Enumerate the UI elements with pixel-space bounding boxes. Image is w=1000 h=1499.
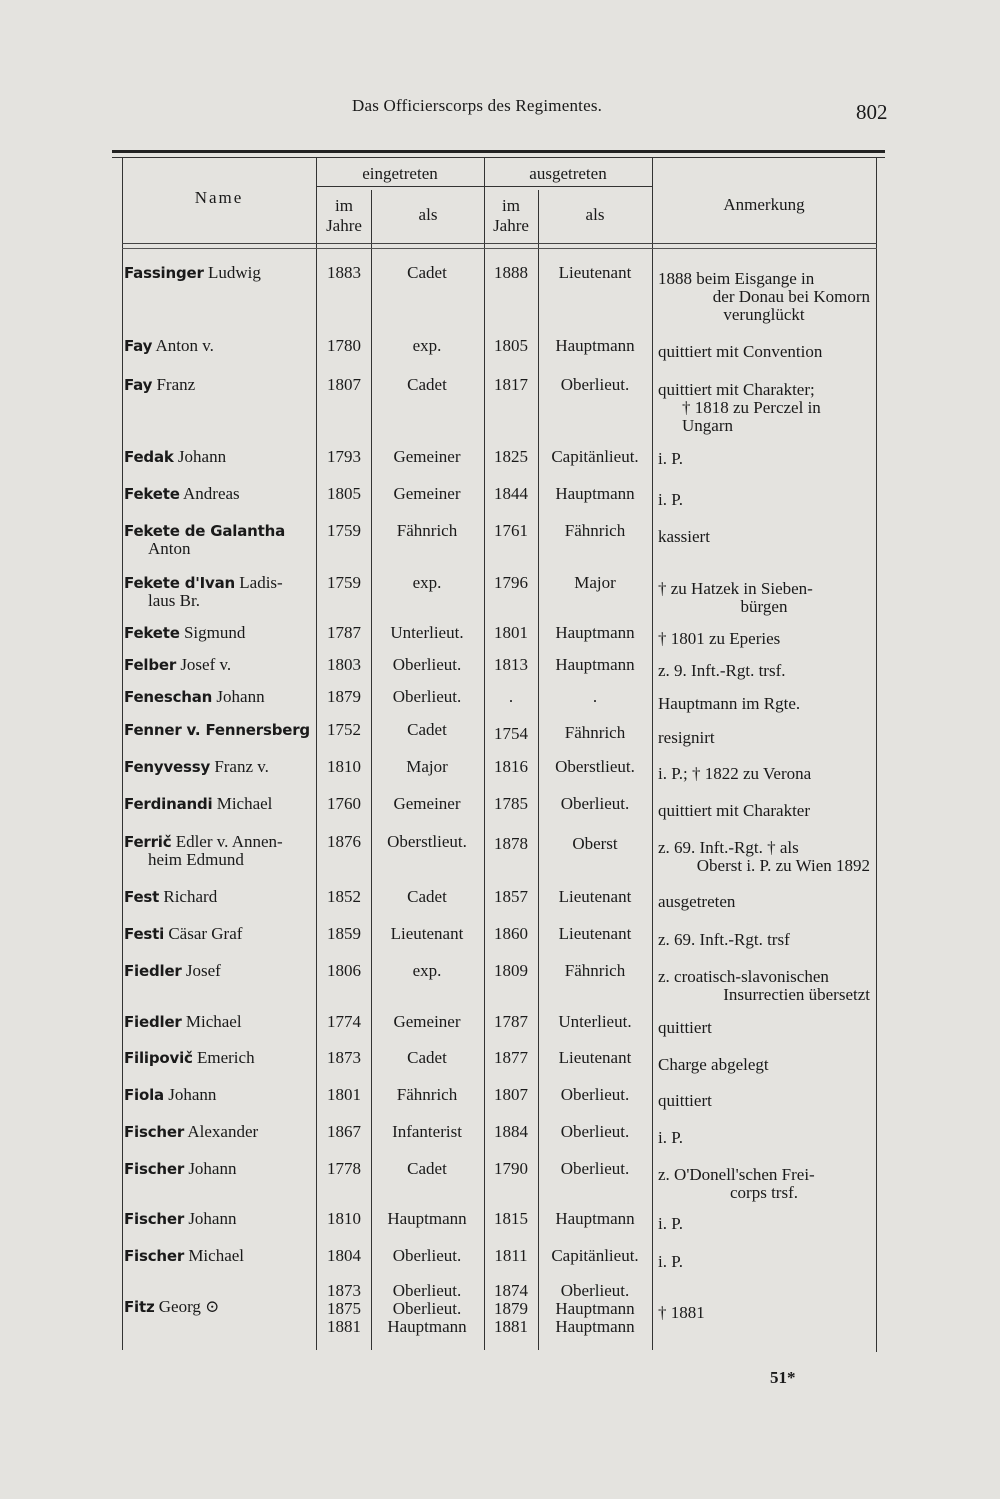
exit-year: 1807 <box>494 1085 528 1104</box>
officer-name: Fekete Andreas <box>124 484 240 503</box>
exit-year: 1761 <box>494 521 528 540</box>
entry-rank: Gemeiner <box>393 484 461 503</box>
officer-name: Fenner v. Fennersberg <box>124 721 310 739</box>
entry-rank: Fähnrich <box>396 521 458 540</box>
entry-year: 1793 <box>327 447 361 466</box>
header-name: Name <box>194 188 244 207</box>
entry-rank: Gemeiner <box>393 794 461 813</box>
exit-year: 1785 <box>494 794 528 813</box>
officer-name: Fischer Johann <box>124 1209 237 1228</box>
exit-year: 1805 <box>494 336 528 355</box>
officer-name: Fassinger Ludwig <box>124 263 261 282</box>
remark: i. P.; † 1822 zu Verona <box>658 764 812 783</box>
remark: quittiert mit Charakter <box>658 801 811 820</box>
entry-year: 1760 <box>327 794 361 813</box>
officer-name: Fekete d'Ivan Ladis- laus Br. <box>124 573 283 610</box>
remark: z. 69. Inft.-Rgt. † als Oberst i. P. zu Wien 1892 <box>658 838 870 875</box>
remark: i. P. <box>658 1128 684 1147</box>
officer-name: Fiedler Josef <box>124 961 221 980</box>
entry-rank: Unterlieut. <box>390 623 464 642</box>
entry-rank: Cadet <box>407 263 447 282</box>
officer-name: Filipovič Emerich <box>124 1048 255 1067</box>
remark: 1888 beim Eisgange in der Donau bei Komorn verunglückt <box>658 269 870 324</box>
entry-year: 1810 <box>327 757 361 776</box>
entry-years: 1873 1875 1881 <box>327 1281 361 1336</box>
entry-rank: Gemeiner <box>393 1012 461 1031</box>
officer-name: Fay Franz <box>124 375 196 394</box>
entry-year: 1852 <box>327 887 361 906</box>
officer-name: Feneschan Johann <box>124 687 265 706</box>
exit-year: . <box>508 687 514 706</box>
exit-rank: Capitänlieut. <box>551 1246 639 1265</box>
entry-year: 1810 <box>327 1209 361 1228</box>
entry-rank: Oberstlieut. <box>387 832 467 851</box>
top-rule <box>112 150 885 153</box>
exit-rank: Lieutenant <box>558 263 632 282</box>
exit-rank: Unterlieut. <box>558 1012 632 1031</box>
exit-year: 1796 <box>494 573 528 592</box>
officer-name: Fischer Michael <box>124 1246 245 1265</box>
entry-rank: Cadet <box>407 1159 447 1178</box>
entry-rank: exp. <box>412 961 442 980</box>
entry-year: 1859 <box>327 924 361 943</box>
group-underline <box>484 186 652 187</box>
exit-year: 1754 <box>494 724 528 743</box>
remark: z. croatisch-slavonischen Insurrectien übersetzt <box>658 967 870 1004</box>
officer-name: Festi Cäsar Graf <box>124 924 243 943</box>
entry-ranks: Oberlieut. Oberlieut. Hauptmann <box>387 1281 467 1336</box>
exit-rank: Fähnrich <box>564 723 626 742</box>
exit-rank: Major <box>574 573 616 592</box>
header-aus-im-jahre: im Jahre <box>493 196 529 235</box>
exit-year: 1857 <box>494 887 528 906</box>
exit-rank: Capitänlieut. <box>551 447 639 466</box>
entry-rank: Major <box>406 757 448 776</box>
officer-name: Fedak Johann <box>124 447 227 466</box>
entry-rank: Gemeiner <box>393 447 461 466</box>
header-eingetreten: eingetreten <box>362 164 438 183</box>
entry-rank: Cadet <box>407 1048 447 1067</box>
entry-rank: Oberlieut. <box>392 1246 462 1265</box>
header-bottom-rule-2 <box>122 248 877 249</box>
officer-name: Fekete Sigmund <box>124 623 246 642</box>
entry-year: 1752 <box>327 720 361 739</box>
entry-year: 1805 <box>327 484 361 503</box>
exit-year: 1860 <box>494 924 528 943</box>
remark: quittiert <box>658 1091 712 1110</box>
remark: quittiert mit Convention <box>658 342 823 361</box>
exit-rank: Oberlieut. <box>560 375 630 394</box>
exit-year: 1816 <box>494 757 528 776</box>
exit-rank: Lieutenant <box>558 1048 632 1067</box>
exit-rank: Lieutenant <box>558 887 632 906</box>
entry-rank: Hauptmann <box>387 1209 467 1228</box>
entry-year: 1873 <box>327 1048 361 1067</box>
exit-year: 1811 <box>494 1246 528 1265</box>
remark: z. 69. Inft.-Rgt. trsf <box>658 930 790 949</box>
officer-name: Ferrič Edler v. Annen- heim Edmund <box>124 832 283 869</box>
exit-rank: Hauptmann <box>555 1209 635 1228</box>
remark: i. P. <box>658 1214 684 1233</box>
table-right-border <box>876 158 877 1352</box>
entry-rank: Lieutenant <box>390 924 464 943</box>
remark: † 1881 <box>658 1303 705 1322</box>
entry-year: 1774 <box>327 1012 361 1031</box>
header-bottom-rule <box>122 243 877 244</box>
officer-name: Fenyvessy Franz v. <box>124 757 269 776</box>
exit-rank: Oberstlieut. <box>555 757 635 776</box>
header-ein-im-jahre: im Jahre <box>326 196 362 235</box>
remark: quittiert <box>658 1018 712 1037</box>
exit-rank: Fähnrich <box>564 961 626 980</box>
exit-rank: Hauptmann <box>555 655 635 674</box>
header-ein-als: als <box>418 205 438 224</box>
officer-name: Fest Richard <box>124 887 218 906</box>
entry-rank: Cadet <box>407 887 447 906</box>
group-underline <box>316 186 484 187</box>
exit-rank: Oberlieut. <box>560 794 630 813</box>
entry-rank: exp. <box>412 573 442 592</box>
exit-rank: Oberst <box>572 834 618 853</box>
top-rule-thin <box>112 157 885 158</box>
entry-year: 1801 <box>327 1085 361 1104</box>
exit-year: 1825 <box>494 447 528 466</box>
column-divider <box>652 158 653 1350</box>
entry-rank: Oberlieut. <box>392 655 462 674</box>
entry-rank: Infanterist <box>392 1122 462 1141</box>
exit-year: 1815 <box>494 1209 528 1228</box>
exit-rank: . <box>592 687 598 706</box>
remark: kassiert <box>658 527 710 546</box>
officer-name: Ferdinandi Michael <box>124 794 273 813</box>
exit-year: 1813 <box>494 655 528 674</box>
entry-year: 1759 <box>327 573 361 592</box>
entry-rank: Cadet <box>407 375 447 394</box>
exit-year: 1888 <box>494 263 528 282</box>
entry-year: 1806 <box>327 961 361 980</box>
table-left-border <box>122 158 123 1350</box>
entry-year: 1883 <box>327 263 361 282</box>
header-anmerkung: Anmerkung <box>723 195 805 214</box>
exit-year: 1801 <box>494 623 528 642</box>
entry-rank: Cadet <box>407 720 447 739</box>
remark: quittiert mit Charakter; † 1818 zu Perczel in Ungarn <box>658 380 821 435</box>
exit-year: 1790 <box>494 1159 528 1178</box>
exit-ranks: Oberlieut. Hauptmann Hauptmann <box>555 1281 635 1336</box>
remark: i. P. <box>658 1252 684 1271</box>
running-head: Das Officierscorps des Regimentes. <box>352 96 603 115</box>
header-aus-als: als <box>585 205 605 224</box>
exit-rank: Oberlieut. <box>560 1159 630 1178</box>
officer-name: Fiola Johann <box>124 1085 217 1104</box>
entry-year: 1780 <box>327 336 361 355</box>
entry-year: 1876 <box>327 832 361 851</box>
exit-years: 1874 1879 1881 <box>494 1281 528 1336</box>
exit-year: 1809 <box>494 961 528 980</box>
exit-rank: Hauptmann <box>555 336 635 355</box>
exit-year: 1844 <box>494 484 528 503</box>
officer-name: Fischer Johann <box>124 1159 237 1178</box>
entry-year: 1867 <box>327 1122 361 1141</box>
remark: z. 9. Inft.-Rgt. trsf. <box>658 661 786 680</box>
exit-rank: Hauptmann <box>555 623 635 642</box>
entry-year: 1807 <box>327 375 361 394</box>
officer-name: Fitz Georg ⊙ <box>124 1297 220 1316</box>
remark: z. O'Donell'schen Frei- corps trsf. <box>658 1165 815 1202</box>
remark: † zu Hatzek in Sieben- bürgen <box>658 579 813 616</box>
officer-name: Felber Josef v. <box>124 655 232 674</box>
officer-name: Fekete de Galantha Anton <box>124 522 286 558</box>
entry-rank: Oberlieut. <box>392 687 462 706</box>
remark: i. P. <box>658 490 684 509</box>
remark: Hauptmann im Rgte. <box>658 694 801 713</box>
exit-year: 1884 <box>494 1122 528 1141</box>
entry-year: 1804 <box>327 1246 361 1265</box>
entry-year: 1778 <box>327 1159 361 1178</box>
entry-year: 1879 <box>327 687 361 706</box>
exit-year: 1878 <box>494 834 528 853</box>
entry-year: 1759 <box>327 521 361 540</box>
page-number: 802 <box>856 100 888 124</box>
remark: resignirt <box>658 728 715 747</box>
officer-name: Fiedler Michael <box>124 1012 242 1031</box>
entry-rank: exp. <box>412 336 442 355</box>
header-ausgetreten: ausgetreten <box>529 164 607 183</box>
exit-year: 1787 <box>494 1012 528 1031</box>
entry-year: 1803 <box>327 655 361 674</box>
remark: † 1801 zu Eperies <box>658 629 781 648</box>
exit-year: 1877 <box>494 1048 528 1067</box>
exit-rank: Lieutenant <box>558 924 632 943</box>
entry-rank: Fähnrich <box>396 1085 458 1104</box>
entry-year: 1787 <box>327 623 361 642</box>
exit-rank: Fähnrich <box>564 521 626 540</box>
remark: Charge abgelegt <box>658 1055 769 1074</box>
officer-name: Fischer Alexander <box>124 1122 259 1141</box>
remark: ausgetreten <box>658 892 736 911</box>
exit-rank: Oberlieut. <box>560 1085 630 1104</box>
signature-mark: 51* <box>770 1368 796 1387</box>
exit-rank: Oberlieut. <box>560 1122 630 1141</box>
exit-year: 1817 <box>494 375 528 394</box>
remark: i. P. <box>658 449 684 468</box>
officer-name: Fay Anton v. <box>124 336 214 355</box>
exit-rank: Hauptmann <box>555 484 635 503</box>
